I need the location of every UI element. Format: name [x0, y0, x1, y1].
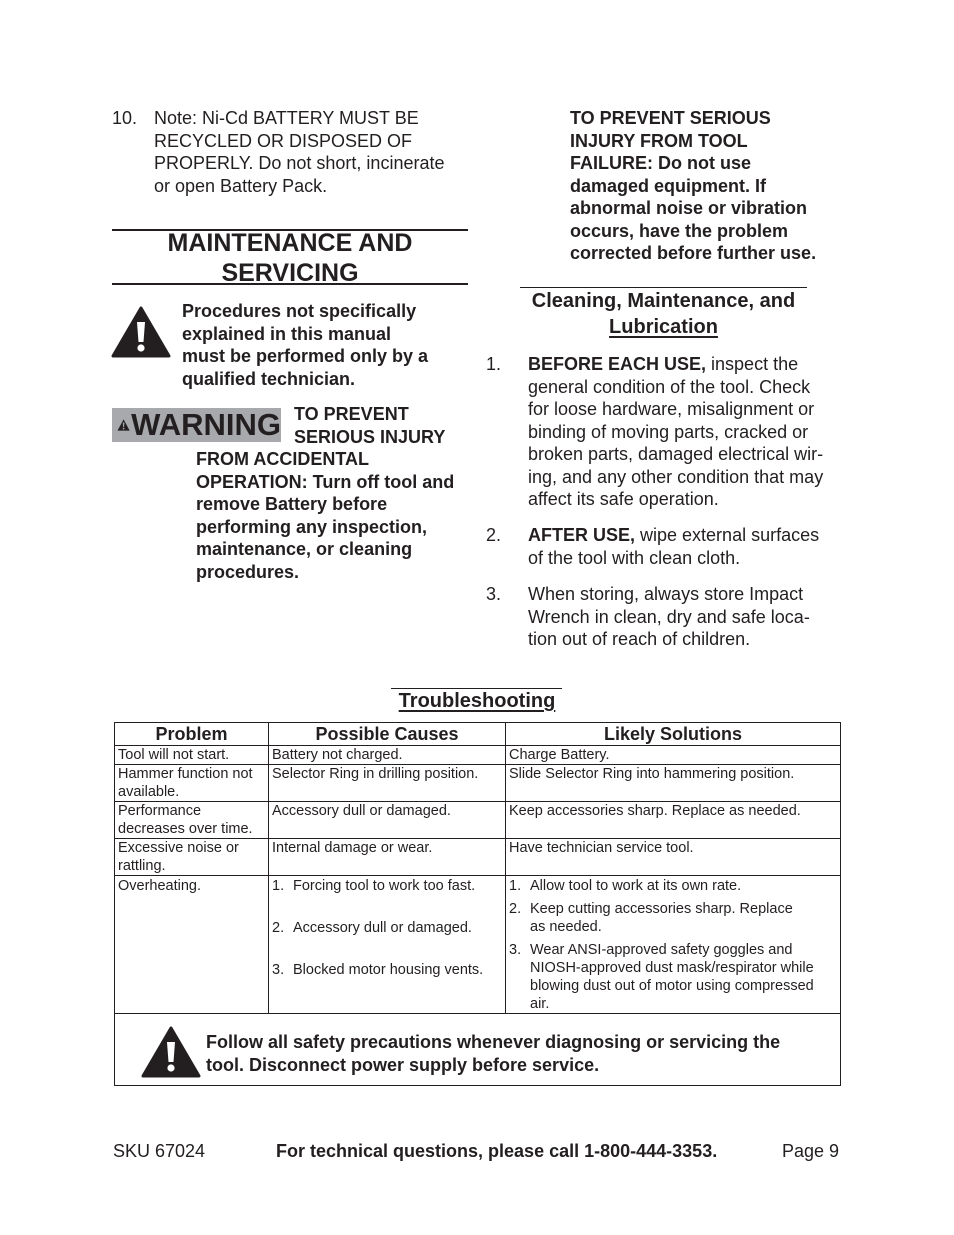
step-line: of the tool with clean cloth. [528, 547, 741, 568]
tech-support-line: For technical questions, please call 1-800-444-3353. [276, 1141, 718, 1161]
problem-cell: Hammer function not available. [115, 765, 269, 802]
table-row [115, 839, 841, 876]
step-line: general condition of the tool. Check [528, 376, 811, 397]
caution-line: must be performed only by a [182, 346, 429, 366]
table-footer-row [115, 1014, 841, 1086]
list-item: 2. Accessory dull or damaged. [272, 920, 472, 936]
list-item: 3. Wear ANSI-approved safety goggles and NIOSH-approved dust mask/respirator while blowing dust out of motor using compressed air. [509, 942, 814, 1012]
section-title-line: MAINTENANCE AND [167, 229, 413, 257]
caution-line: qualified technician. [182, 368, 356, 389]
subheading-line: Lubrication [609, 316, 718, 338]
solution-list [509, 877, 837, 1013]
step-lead: BEFORE EACH USE, [528, 354, 707, 374]
list-item: 1. Forcing tool to work too fast. [272, 878, 476, 894]
table-row [115, 746, 841, 765]
failure-warning-line: TO PREVENT SERIOUS [570, 108, 771, 128]
note-line: or open Battery Pack. [154, 175, 328, 196]
troubleshooting-title: Troubleshooting [398, 690, 556, 712]
failure-warning-line: corrected before further use. [570, 243, 817, 263]
solution-cell: Slide Selector Ring into hammering position. [506, 765, 841, 802]
section-title [112, 228, 468, 288]
step-number: 3. [486, 584, 502, 604]
failure-warning-line: INJURY FROM TOOL [570, 130, 748, 151]
cause-cell: Accessory dull or damaged. [269, 802, 506, 839]
warning-line: OPERATION: Turn off tool and [196, 471, 455, 492]
tool-failure-warning [570, 107, 850, 265]
cause-cell [269, 876, 506, 1014]
failure-warning-line: FAILURE: Do not use [570, 153, 751, 173]
list-item: 1. Allow tool to work at its own rate. [509, 878, 742, 894]
troubleshooting-table [114, 722, 841, 1086]
caution-triangle-icon [111, 306, 171, 358]
warning-label [112, 408, 281, 442]
cleaning-subheading [510, 288, 817, 340]
note-number: 10. [112, 108, 138, 128]
cause-cell: Internal damage or wear. [269, 839, 506, 876]
step-lead: AFTER USE, [528, 525, 636, 545]
warning-text-side [294, 403, 474, 448]
cause-list [272, 877, 502, 979]
problem-cell: Tool will not start. [115, 746, 269, 765]
list-item: 2. Keep cutting accessories sharp. Replace as needed. [509, 901, 793, 935]
column-header: Likely Solutions [506, 723, 841, 746]
note-line: PROPERLY. Do not short, incinerate [154, 153, 445, 173]
section-title-line: SERVICING [221, 259, 359, 287]
sku-label: SKU 67024 [113, 1141, 206, 1161]
table-row [115, 876, 841, 1014]
warning-line: maintenance, or cleaning [196, 539, 413, 559]
caution-line: explained in this manual [182, 323, 392, 344]
note-line: RECYCLED OR DISPOSED OF [154, 130, 413, 151]
problem-cell: Overheating. [115, 876, 269, 1014]
cause-cell: Selector Ring in drilling position. [269, 765, 506, 802]
cause-cell: Battery not charged. [269, 746, 506, 765]
solution-cell: Keep accessories sharp. Replace as needed. [506, 802, 841, 839]
warning-line: FROM ACCIDENTAL [196, 449, 369, 469]
solution-cell: Have technician service tool. [506, 839, 841, 876]
column-header: Possible Causes [269, 723, 506, 746]
warning-line: SERIOUS INJURY [294, 426, 446, 447]
step-line: for loose hardware, misalignment or [528, 399, 815, 419]
step-line: binding of moving parts, cracked or [528, 421, 809, 442]
step-line: inspect the [706, 354, 799, 374]
warning-line: TO PREVENT [294, 404, 409, 424]
step-line: wipe external surfaces [635, 525, 820, 545]
caution-line: Procedures not specifically [182, 301, 417, 321]
warning-line: procedures. [196, 561, 300, 582]
table-row [115, 765, 841, 802]
step-line: affect its safe operation. [528, 489, 719, 509]
technician-caution [182, 300, 472, 390]
step-line: tion out of reach of children. [528, 629, 751, 649]
subheading-line: Cleaning, Maintenance, and [531, 290, 796, 312]
page-number: Page 9 [782, 1141, 840, 1161]
warning-text: WARNING [131, 407, 281, 442]
solution-cell [506, 876, 841, 1014]
table-row [115, 802, 841, 839]
warning-text-below [196, 448, 476, 583]
problem-cell: Excessive noise or rattling. [115, 839, 269, 876]
failure-warning-line: abnormal noise or vibration [570, 198, 808, 218]
step-line: ing, and any other condition that may [528, 466, 824, 487]
solution-cell: Charge Battery. [506, 746, 841, 765]
warning-line: remove Battery before [196, 494, 388, 514]
column-header: Problem [115, 723, 269, 746]
step-number: 1. [486, 354, 502, 374]
failure-warning-line: damaged equipment. If [570, 175, 767, 196]
note-line: Note: Ni-Cd BATTERY MUST BE [154, 108, 419, 128]
safety-precaution-text: Follow all safety precautions whenever diagnosing or servicing the tool. Disconnect power supply before service. [206, 1032, 781, 1075]
step-number: 2. [486, 525, 502, 545]
warning-triangle-icon [117, 413, 130, 437]
failure-warning-line: occurs, have the problem [570, 220, 789, 241]
step-line: When storing, always store Impact [528, 584, 804, 604]
caution-triangle-icon [141, 1026, 201, 1083]
step-line: Wrench in clean, dry and safe loca- [528, 606, 810, 627]
section-rule-bottom [112, 283, 468, 285]
list-item: 3. Blocked motor housing vents. [272, 962, 484, 978]
step-line: broken parts, damaged electrical wir- [528, 444, 824, 464]
safety-footer-cell [115, 1014, 841, 1086]
warning-line: performing any inspection, [196, 516, 428, 537]
problem-cell: Performance decreases over time. [115, 802, 269, 839]
table-header-row [115, 723, 841, 746]
